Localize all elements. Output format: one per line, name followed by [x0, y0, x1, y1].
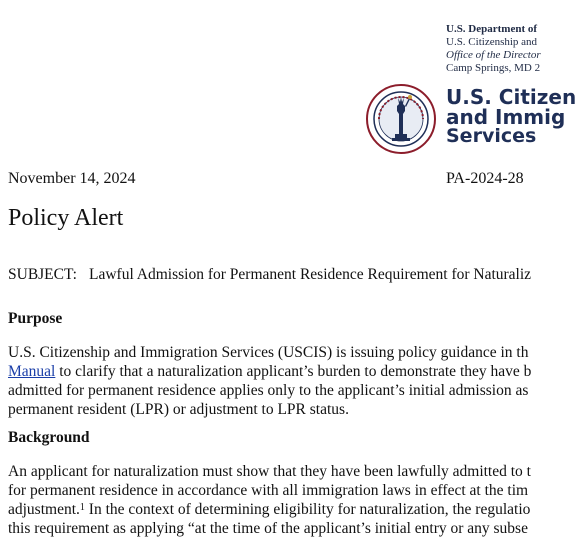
paragraph-line: admitted for permanent residence applies only to the applicant’s initial admission as	[8, 382, 529, 399]
subject-text: Lawful Admission for Permanent Residence Requirement for Naturaliz	[89, 266, 532, 283]
document-date: November 14, 2024	[8, 170, 136, 187]
background-paragraph	[8, 462, 531, 538]
uscis-seal-logo	[366, 84, 436, 154]
footnote-reference[interactable]: 1	[79, 502, 85, 513]
section-heading-purpose: Purpose	[8, 310, 63, 327]
paragraph-line: permanent resident (LPR) or adjustment to LPR status.	[8, 401, 349, 418]
paragraph-line	[8, 500, 531, 519]
paragraph-line: this requirement as applying “at the time of the applicant’s initial entry or any subse	[8, 520, 528, 537]
paragraph-line: for permanent residence in accordance with all immigration laws in effect at the tim	[8, 482, 529, 499]
paragraph-line: U.S. Citizenship and Immigration Services (USCIS) is issuing policy guidance in th	[8, 344, 529, 361]
section-heading-background: Background	[8, 429, 90, 446]
policy-manual-link[interactable]: Manual	[8, 363, 56, 380]
department-name: U.S. Department of	[446, 23, 538, 35]
agency-name-line-3: Services	[446, 125, 537, 147]
paragraph-line-text: In the context of determining eligibility for naturalization, the regulatio	[84, 501, 531, 518]
purpose-paragraph	[8, 343, 531, 419]
subject-label: SUBJECT:	[8, 266, 77, 283]
paragraph-line-text: adjustment.	[8, 501, 80, 518]
paragraph-line	[8, 362, 531, 381]
document-number: PA-2024-28	[446, 170, 524, 187]
subject-line	[8, 266, 531, 284]
agency-name-line-1: U.S. Citizen	[446, 85, 576, 109]
office-address: Camp Springs, MD 2	[446, 62, 541, 74]
office-name: Office of the Director	[446, 49, 541, 61]
agency-name-line-2: and Immig	[446, 105, 566, 129]
paragraph-line-text: to clarify that a naturalization applicant’s burden to demonstrate they have b	[55, 363, 532, 380]
paragraph-line: An applicant for naturalization must show that they have been lawfully admitted to t	[8, 463, 531, 480]
page-title: Policy Alert	[8, 205, 124, 231]
agency-line: U.S. Citizenship and	[446, 36, 538, 48]
